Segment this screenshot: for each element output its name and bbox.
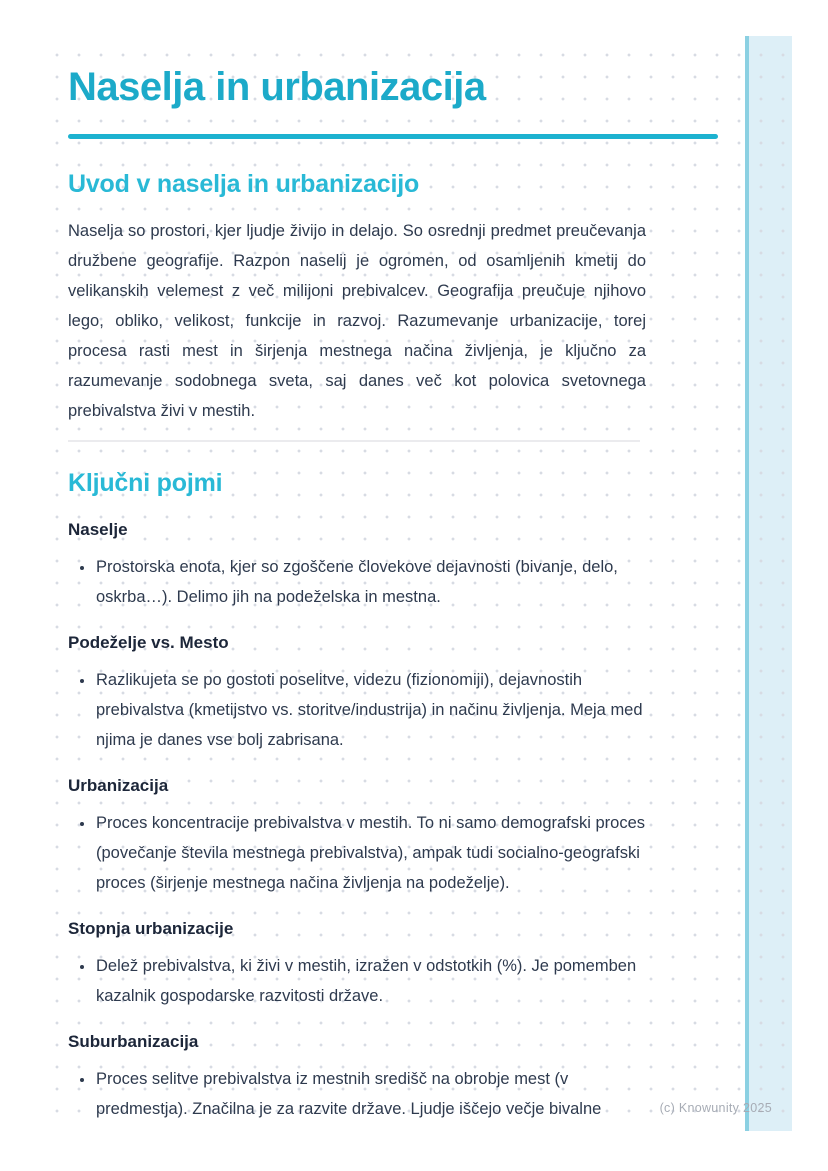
term-block-naselje [68, 518, 646, 612]
document-page [40, 36, 792, 1131]
term-point-list [68, 951, 646, 1011]
term-title: Podeželje vs. Mesto [68, 633, 229, 652]
document-content [68, 36, 646, 1124]
term-point-list [68, 808, 646, 898]
copyright-note: (c) Knowunity 2025 [659, 1101, 772, 1115]
term-block-stopnja-urbanizacije [68, 917, 646, 1011]
term-point: • Proces selitve prebivalstva iz mestnih središč na obrobje mest (v predmestja). Značilna je za razvite države. Ljudje iščejo večje bivalne [95, 1064, 646, 1124]
intro-paragraph: Naselja so prostori, kjer ljudje živijo in delajo. So osrednji predmet preučevanja družbene geografije. Razpon naselij je ogromen, od osamljenih kmetij do velikanskih velemest z več milijoni prebivalcev. Geografija preučuje njihovo lego, obliko, velikost, funkcije in razvoj. Razumevanje urbanizacije, torej procesa rasti mest in širjenja mestnega načina življenja, je ključno za razumevanje sodobnega sveta, saj danes več kot polovica svetovnega prebivalstva živi v mestih. [68, 222, 646, 420]
term-point-list [68, 665, 646, 755]
section-divider [68, 440, 640, 442]
page-title: Naselja in urbanizacija [68, 65, 486, 109]
term-point: • Razlikujeta se po gostoti poselitve, videzu (fizionomiji), dejavnostih prebivalstva (kmetijstvo vs. storitve/industrija) in načinu življenja. Meja med njima je danes vse bolj zabrisana. [95, 665, 646, 755]
title-underline-rule [68, 134, 718, 139]
term-point: • Delež prebivalstva, ki živi v mestih, izražen v odstotkih (%). Je pomemben kazalnik gospodarske razvitosti države. [95, 951, 646, 1011]
key-terms-heading: Ključni pojmi [68, 469, 223, 497]
term-block-podezelje-vs-mesto [68, 631, 646, 755]
intro-section-heading: Uvod v naselja in urbanizacijo [68, 170, 420, 198]
term-point: • Proces koncentracije prebivalstva v mestih. To ni samo demografski proces (povečanje števila mestnega prebivalstva), ampak tudi socialno-geografski proces (širjenje mestnega načina življenja na podeželje). [95, 808, 646, 898]
term-title: Suburbanizacija [68, 1032, 199, 1051]
term-title: Urbanizacija [68, 776, 169, 795]
term-point-list [68, 1064, 646, 1124]
term-block-urbanizacija [68, 774, 646, 898]
term-block-suburbanizacija [68, 1030, 646, 1124]
term-point: • Prostorska enota, kjer so zgoščene človekove dejavnosti (bivanje, delo, oskrba…). Delimo jih na podeželska in mestna. [95, 552, 646, 612]
term-title: Naselje [68, 520, 128, 539]
term-point-list [68, 552, 646, 612]
term-title: Stopnja urbanizacije [68, 919, 234, 938]
